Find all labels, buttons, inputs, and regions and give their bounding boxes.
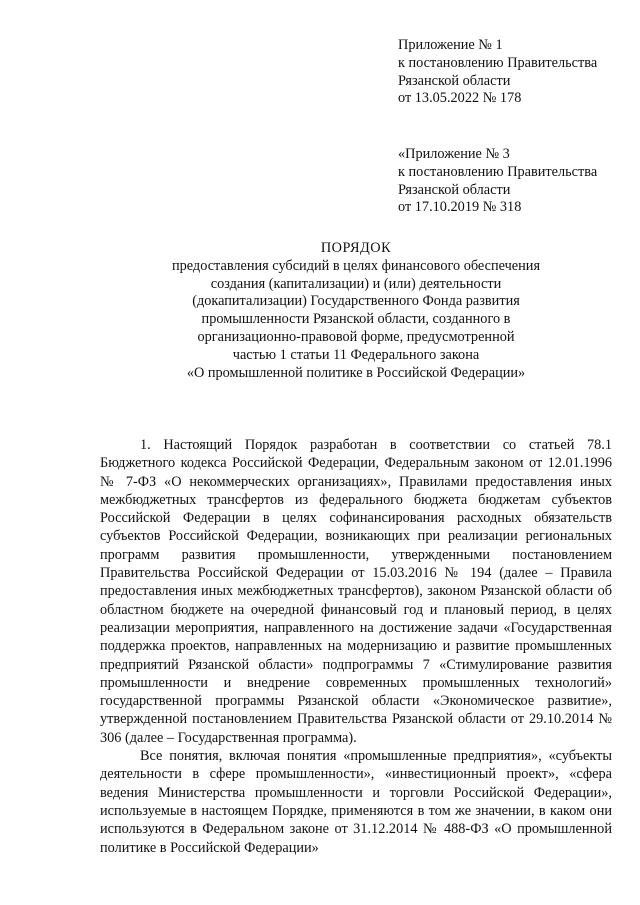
title-line: организационно-правовой форме, предусмотренной [197, 328, 515, 345]
title-line: предоставления субсидий в целях финансового обеспечения [171, 257, 541, 274]
appendix-3-date: от 17.10.2019 № 318 [398, 199, 522, 216]
document-body [100, 436, 612, 857]
document-title [100, 240, 612, 382]
appendix-3-header [398, 146, 628, 217]
title-line: «О промышленной политике в Российской Федерации» [186, 364, 526, 381]
title-line: промышленности Рязанской области, созданного в [201, 311, 511, 328]
appendix-3-reference: к постановлению Правительства [398, 163, 598, 180]
paragraph-2: Все понятия, включая понятия «промышленные предприятия», «субъекты деятельности в сфере промышленности», «инвестиционный проект», «сфера ведения Министерства промышленности и торговли Российской Федерации», используемые в настоящем Порядке, применяются в том же значении, в каком они используются в Федеральном законе от 31.12.2014 № 488-ФЗ «О промышленной политике в Российской Федерации» [100, 748, 612, 856]
appendix-1-region: Рязанской области [398, 72, 511, 89]
title-heading: ПОРЯДОК [320, 240, 392, 256]
title-line: частью 1 статьи 11 Федерального закона [232, 346, 480, 363]
appendix-1-date: от 13.05.2022 № 178 [398, 90, 522, 107]
title-line: создания (капитализации) и (или) деятельности [210, 275, 502, 292]
appendix-1-reference: к постановлению Правительства [398, 54, 598, 71]
appendix-1-header [398, 37, 628, 108]
appendix-3-region: Рязанской области [398, 181, 511, 198]
paragraph-1: 1. Настоящий Порядок разработан в соответствии со статьей 78.1 Бюджетного кодекса Российской Федерации, Федеральным законом от 12.01.1996 № 7-ФЗ «О некоммерческих организациях», Правилами предоставления иных межбюджетных трансфертов из федерального бюджета бюджетам субъектов Российской Федерации в целях софинансирования расходных обязательств субъектов Российской Федерации, возникающих при реализации региональных программ развития промышленности, утвержденными постановлением Правительства Российской Федерации от 15.03.2016 № 194 (далее – Правила предоставления иных межбюджетных трансфертов), законом Рязанской области об областном бюджете на очередной финансовый год и плановый период, в целях реализации мероприятия, направленного на достижение задачи «Государственная поддержка проектов, направленных на модернизацию и развитие промышленных предприятий Рязанской области» подпрограммы 7 «Стимулирование развития промышленности и внедрение современных промышленных технологий» государственной программы Рязанской области «Экономическое развитие», утвержденной постановлением Правительства Рязанской области от 29.10.2014 № 306 (далее – Государственная программа). [100, 437, 612, 746]
appendix-3-number: «Приложение № 3 [398, 146, 510, 162]
title-line: (докапитализации) Государственного Фонда развития [192, 293, 520, 310]
appendix-1-number: Приложение № 1 [398, 37, 503, 53]
